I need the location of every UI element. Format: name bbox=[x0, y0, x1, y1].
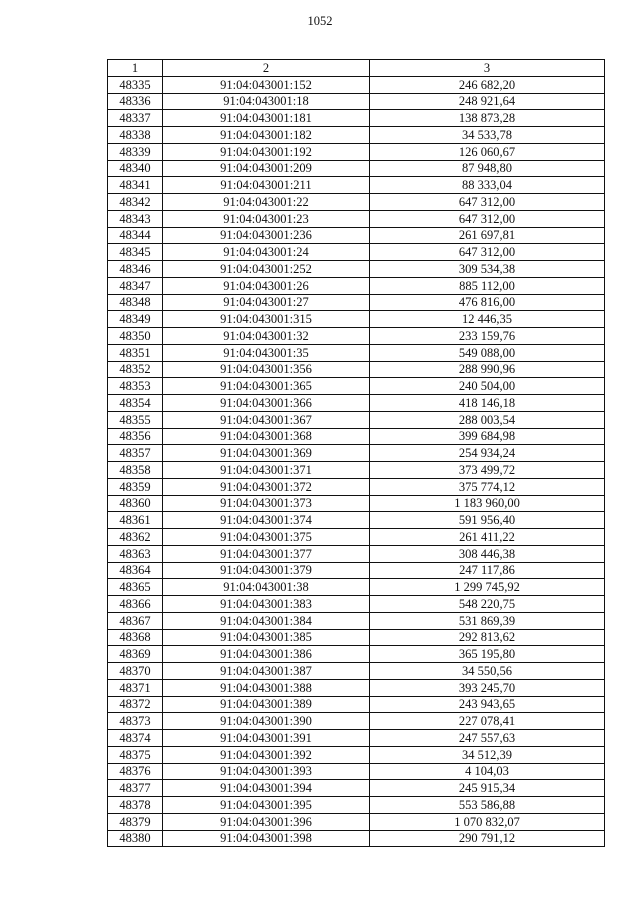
column-header-2: 2 bbox=[163, 60, 370, 77]
row-number-cell: 48345 bbox=[108, 244, 163, 261]
value-cell: 247 557,63 bbox=[370, 730, 605, 747]
value-cell: 243 943,65 bbox=[370, 696, 605, 713]
row-number-cell: 48377 bbox=[108, 780, 163, 797]
table-row bbox=[108, 244, 605, 261]
table-row bbox=[108, 596, 605, 613]
row-number-cell: 48340 bbox=[108, 160, 163, 177]
value-cell: 288 003,54 bbox=[370, 411, 605, 428]
cadastral-number-cell: 91:04:043001:396 bbox=[163, 813, 370, 830]
row-number-cell: 48357 bbox=[108, 445, 163, 462]
row-number-cell: 48352 bbox=[108, 361, 163, 378]
table-header-row bbox=[108, 60, 605, 77]
value-cell: 34 512,39 bbox=[370, 746, 605, 763]
table-row bbox=[108, 227, 605, 244]
cadastral-number-cell: 91:04:043001:32 bbox=[163, 328, 370, 345]
table-row bbox=[108, 797, 605, 814]
value-cell: 227 078,41 bbox=[370, 713, 605, 730]
table-row bbox=[108, 361, 605, 378]
row-number-cell: 48364 bbox=[108, 562, 163, 579]
value-cell: 393 245,70 bbox=[370, 679, 605, 696]
value-cell: 254 934,24 bbox=[370, 445, 605, 462]
row-number-cell: 48380 bbox=[108, 830, 163, 847]
row-number-cell: 48369 bbox=[108, 646, 163, 663]
value-cell: 309 534,38 bbox=[370, 261, 605, 278]
cadastral-number-cell: 91:04:043001:373 bbox=[163, 495, 370, 512]
table-row bbox=[108, 462, 605, 479]
row-number-cell: 48376 bbox=[108, 763, 163, 780]
page-number: 1052 bbox=[307, 14, 333, 28]
row-number-cell: 48350 bbox=[108, 328, 163, 345]
value-cell: 261 411,22 bbox=[370, 529, 605, 546]
value-cell: 1 070 832,07 bbox=[370, 813, 605, 830]
table-row bbox=[108, 478, 605, 495]
cadastral-number-cell: 91:04:043001:385 bbox=[163, 629, 370, 646]
cadastral-number-cell: 91:04:043001:391 bbox=[163, 730, 370, 747]
column-header-3: 3 bbox=[370, 60, 605, 77]
table-row bbox=[108, 177, 605, 194]
table-row bbox=[108, 545, 605, 562]
row-number-cell: 48353 bbox=[108, 378, 163, 395]
cadastral-number-cell: 91:04:043001:38 bbox=[163, 579, 370, 596]
value-cell: 549 088,00 bbox=[370, 344, 605, 361]
value-cell: 247 117,86 bbox=[370, 562, 605, 579]
value-cell: 1 183 960,00 bbox=[370, 495, 605, 512]
row-number-cell: 48341 bbox=[108, 177, 163, 194]
value-cell: 418 146,18 bbox=[370, 395, 605, 412]
value-cell: 233 159,76 bbox=[370, 328, 605, 345]
value-cell: 4 104,03 bbox=[370, 763, 605, 780]
row-number-cell: 48359 bbox=[108, 478, 163, 495]
cadastral-number-cell: 91:04:043001:375 bbox=[163, 529, 370, 546]
row-number-cell: 48371 bbox=[108, 679, 163, 696]
row-number-cell: 48351 bbox=[108, 344, 163, 361]
table-row bbox=[108, 512, 605, 529]
table-row bbox=[108, 830, 605, 847]
row-number-cell: 48363 bbox=[108, 545, 163, 562]
cadastral-number-cell: 91:04:043001:252 bbox=[163, 261, 370, 278]
value-cell: 12 446,35 bbox=[370, 311, 605, 328]
row-number-cell: 48358 bbox=[108, 462, 163, 479]
cadastral-number-cell: 91:04:043001:395 bbox=[163, 797, 370, 814]
row-number-cell: 48361 bbox=[108, 512, 163, 529]
row-number-cell: 48365 bbox=[108, 579, 163, 596]
table-row bbox=[108, 445, 605, 462]
table-row bbox=[108, 629, 605, 646]
cadastral-number-cell: 91:04:043001:371 bbox=[163, 462, 370, 479]
table-row bbox=[108, 143, 605, 160]
table-row bbox=[108, 663, 605, 680]
table-row bbox=[108, 328, 605, 345]
cadastral-number-cell: 91:04:043001:23 bbox=[163, 210, 370, 227]
row-number-cell: 48366 bbox=[108, 596, 163, 613]
table-row bbox=[108, 378, 605, 395]
row-number-cell: 48347 bbox=[108, 277, 163, 294]
table-row bbox=[108, 411, 605, 428]
row-number-cell: 48362 bbox=[108, 529, 163, 546]
cadastral-number-cell: 91:04:043001:192 bbox=[163, 143, 370, 160]
row-number-cell: 48360 bbox=[108, 495, 163, 512]
value-cell: 290 791,12 bbox=[370, 830, 605, 847]
value-cell: 885 112,00 bbox=[370, 277, 605, 294]
value-cell: 292 813,62 bbox=[370, 629, 605, 646]
cadastral-number-cell: 91:04:043001:398 bbox=[163, 830, 370, 847]
value-cell: 1 299 745,92 bbox=[370, 579, 605, 596]
cadastral-number-cell: 91:04:043001:379 bbox=[163, 562, 370, 579]
value-cell: 591 956,40 bbox=[370, 512, 605, 529]
row-number-cell: 48336 bbox=[108, 93, 163, 110]
value-cell: 138 873,28 bbox=[370, 110, 605, 127]
row-number-cell: 48379 bbox=[108, 813, 163, 830]
value-cell: 375 774,12 bbox=[370, 478, 605, 495]
table-row bbox=[108, 261, 605, 278]
table-row bbox=[108, 395, 605, 412]
table-row bbox=[108, 763, 605, 780]
cadastral-number-cell: 91:04:043001:35 bbox=[163, 344, 370, 361]
table-row bbox=[108, 562, 605, 579]
cadastral-number-cell: 91:04:043001:386 bbox=[163, 646, 370, 663]
row-number-cell: 48348 bbox=[108, 294, 163, 311]
table-row bbox=[108, 612, 605, 629]
row-number-cell: 48337 bbox=[108, 110, 163, 127]
row-number-cell: 48373 bbox=[108, 713, 163, 730]
row-number-cell: 48343 bbox=[108, 210, 163, 227]
value-cell: 246 682,20 bbox=[370, 76, 605, 93]
row-number-cell: 48355 bbox=[108, 411, 163, 428]
row-number-cell: 48374 bbox=[108, 730, 163, 747]
cadastral-number-cell: 91:04:043001:383 bbox=[163, 596, 370, 613]
cadastral-number-cell: 91:04:043001:365 bbox=[163, 378, 370, 395]
value-cell: 647 312,00 bbox=[370, 194, 605, 211]
value-cell: 365 195,80 bbox=[370, 646, 605, 663]
row-number-cell: 48356 bbox=[108, 428, 163, 445]
cadastral-number-cell: 91:04:043001:209 bbox=[163, 160, 370, 177]
row-number-cell: 48342 bbox=[108, 194, 163, 211]
row-number-cell: 48349 bbox=[108, 311, 163, 328]
table-row bbox=[108, 311, 605, 328]
cadastral-number-cell: 91:04:043001:390 bbox=[163, 713, 370, 730]
value-cell: 34 550,56 bbox=[370, 663, 605, 680]
table-row bbox=[108, 344, 605, 361]
value-cell: 126 060,67 bbox=[370, 143, 605, 160]
table-row bbox=[108, 780, 605, 797]
row-number-cell: 48368 bbox=[108, 629, 163, 646]
cadastral-number-cell: 91:04:043001:392 bbox=[163, 746, 370, 763]
row-number-cell: 48367 bbox=[108, 612, 163, 629]
table-row bbox=[108, 696, 605, 713]
row-number-cell: 48335 bbox=[108, 76, 163, 93]
cadastral-number-cell: 91:04:043001:26 bbox=[163, 277, 370, 294]
table-row bbox=[108, 428, 605, 445]
value-cell: 240 504,00 bbox=[370, 378, 605, 395]
value-cell: 87 948,80 bbox=[370, 160, 605, 177]
cadastral-number-cell: 91:04:043001:18 bbox=[163, 93, 370, 110]
value-cell: 399 684,98 bbox=[370, 428, 605, 445]
cadastral-number-cell: 91:04:043001:393 bbox=[163, 763, 370, 780]
table-row bbox=[108, 76, 605, 93]
value-cell: 647 312,00 bbox=[370, 210, 605, 227]
table-row bbox=[108, 127, 605, 144]
cadastral-number-cell: 91:04:043001:356 bbox=[163, 361, 370, 378]
cadastral-number-cell: 91:04:043001:369 bbox=[163, 445, 370, 462]
row-number-cell: 48372 bbox=[108, 696, 163, 713]
row-number-cell: 48370 bbox=[108, 663, 163, 680]
value-cell: 548 220,75 bbox=[370, 596, 605, 613]
cadastral-number-cell: 91:04:043001:181 bbox=[163, 110, 370, 127]
cadastral-number-cell: 91:04:043001:384 bbox=[163, 612, 370, 629]
table-row bbox=[108, 210, 605, 227]
table-row bbox=[108, 579, 605, 596]
row-number-cell: 48344 bbox=[108, 227, 163, 244]
value-cell: 553 586,88 bbox=[370, 797, 605, 814]
table-row bbox=[108, 294, 605, 311]
cadastral-number-cell: 91:04:043001:374 bbox=[163, 512, 370, 529]
value-cell: 248 921,64 bbox=[370, 93, 605, 110]
cadastral-number-cell: 91:04:043001:368 bbox=[163, 428, 370, 445]
cadastral-number-cell: 91:04:043001:366 bbox=[163, 395, 370, 412]
cadastral-number-cell: 91:04:043001:152 bbox=[163, 76, 370, 93]
table-row bbox=[108, 495, 605, 512]
row-number-cell: 48375 bbox=[108, 746, 163, 763]
cadastral-number-cell: 91:04:043001:27 bbox=[163, 294, 370, 311]
cadastral-number-cell: 91:04:043001:315 bbox=[163, 311, 370, 328]
value-cell: 476 816,00 bbox=[370, 294, 605, 311]
value-cell: 647 312,00 bbox=[370, 244, 605, 261]
cadastral-number-cell: 91:04:043001:387 bbox=[163, 663, 370, 680]
column-header-1: 1 bbox=[108, 60, 163, 77]
cadastral-number-cell: 91:04:043001:211 bbox=[163, 177, 370, 194]
value-cell: 373 499,72 bbox=[370, 462, 605, 479]
cadastral-number-cell: 91:04:043001:389 bbox=[163, 696, 370, 713]
row-number-cell: 48338 bbox=[108, 127, 163, 144]
value-cell: 288 990,96 bbox=[370, 361, 605, 378]
value-cell: 245 915,34 bbox=[370, 780, 605, 797]
data-table bbox=[107, 59, 605, 847]
row-number-cell: 48346 bbox=[108, 261, 163, 278]
value-cell: 34 533,78 bbox=[370, 127, 605, 144]
value-cell: 88 333,04 bbox=[370, 177, 605, 194]
cadastral-number-cell: 91:04:043001:182 bbox=[163, 127, 370, 144]
table-row bbox=[108, 730, 605, 747]
cadastral-number-cell: 91:04:043001:372 bbox=[163, 478, 370, 495]
table-row bbox=[108, 93, 605, 110]
cadastral-number-cell: 91:04:043001:22 bbox=[163, 194, 370, 211]
table-row bbox=[108, 110, 605, 127]
row-number-cell: 48339 bbox=[108, 143, 163, 160]
table-row bbox=[108, 529, 605, 546]
table-row bbox=[108, 713, 605, 730]
value-cell: 308 446,38 bbox=[370, 545, 605, 562]
cadastral-number-cell: 91:04:043001:388 bbox=[163, 679, 370, 696]
table-row bbox=[108, 277, 605, 294]
table-row bbox=[108, 194, 605, 211]
cadastral-number-cell: 91:04:043001:377 bbox=[163, 545, 370, 562]
row-number-cell: 48354 bbox=[108, 395, 163, 412]
table-row bbox=[108, 746, 605, 763]
cadastral-number-cell: 91:04:043001:236 bbox=[163, 227, 370, 244]
table-row bbox=[108, 679, 605, 696]
table-row bbox=[108, 160, 605, 177]
cadastral-number-cell: 91:04:043001:367 bbox=[163, 411, 370, 428]
value-cell: 531 869,39 bbox=[370, 612, 605, 629]
cadastral-number-cell: 91:04:043001:24 bbox=[163, 244, 370, 261]
table-body bbox=[108, 60, 605, 847]
table-row bbox=[108, 646, 605, 663]
row-number-cell: 48378 bbox=[108, 797, 163, 814]
table-row bbox=[108, 813, 605, 830]
value-cell: 261 697,81 bbox=[370, 227, 605, 244]
cadastral-number-cell: 91:04:043001:394 bbox=[163, 780, 370, 797]
